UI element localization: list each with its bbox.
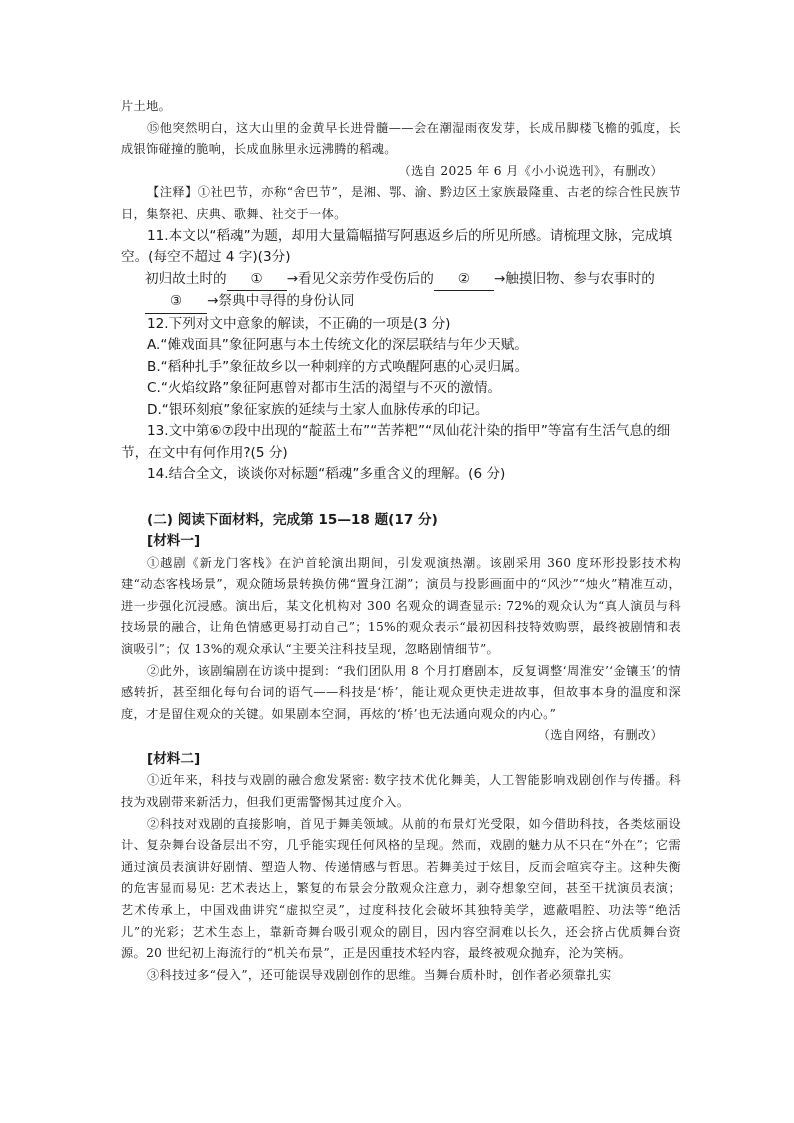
question-14: 14.结合全文，谈谈你对标题“稻魂”多重含义的理解。(6 分) xyxy=(147,466,506,483)
material-2-paragraph-2: ②科技对戏剧的直接影响，首见于舞美领域。从前的布景灯光受限，如今借助科技，各类炫丽设计、复杂舞台设备层出不穷，几乎能实现任何风格的呈现。然而，戏剧的魅力从不只在“外在”；它需通过演员表演讲好剧情、塑造人物、传递情感与哲思。若舞美过于炫目，反而会喧宾夺主。这种失衡的危害显而易见: 艺术表达上，繁复的布景会分散观众注意力，剥夺想象空间，甚至干扰演员表演；艺术传承上，中国戏曲讲究“虚拟空灵”，过度科技化会破坏其独特美学，遮蔽唱腔、功法等“绝活儿”的光彩；艺术生态上，靠新奇舞台吸引观众的剧目，因内容空洞难以长久，还会挤占优质舞台资源。20 世纪初上海流行的“机关布景”，正是因重技术轻内容，最终被观众抛弃，沦为笑柄。 xyxy=(121,816,681,961)
story-annotation: 【注释】①社巴节，亦称“舍巴节”，是湘、鄂、渝、黔边区土家族最隆重、古老的综合性民族节日，集祭祀、庆典、歌舞、社交于一体。 xyxy=(121,185,681,221)
flow-text-a: 初归故土时的 xyxy=(145,270,227,287)
flow-text-b: →看见父亲劳作受伤后的 xyxy=(286,270,434,287)
question-12-option-b: B.“稻种扎手”象征故乡以一种刺痒的方式唤醒阿惠的心灵归属。 xyxy=(147,358,529,375)
story-source: （选自 2025 年 6 月《小小说选刊》，有删改） xyxy=(398,163,663,178)
story-tail-line: 片土地。 xyxy=(121,99,172,113)
fill-blank-2[interactable]: ② xyxy=(434,269,494,292)
fill-blank-1[interactable]: ① xyxy=(227,269,287,292)
material-1-label: [材料一] xyxy=(147,533,201,550)
question-11: 11.本文以“稻魂”为题，却用大量篇幅描写阿惠返乡后的所见所感。请梳理文脉，完成填空。(每空不超过 4 字)(3分) xyxy=(121,227,673,266)
question-12-option-c: C.“火焰纹路”象征阿惠曾对都市生活的渴望与不灭的激情。 xyxy=(147,380,502,397)
question-12-option-d: D.“银环刻痕”象征家族的延续与土家人血脉传承的印记。 xyxy=(147,401,489,418)
fill-blank-3[interactable]: ③ xyxy=(145,291,207,314)
section-2-title: (二) 阅读下面材料，完成第 15—18 题(17 分) xyxy=(147,511,438,528)
material-2-paragraph-3: ③科技过多“侵入”，还可能误导戏剧创作的思维。当舞台质朴时，创作者必须靠扎实 xyxy=(147,967,612,982)
question-11-flow xyxy=(121,269,681,314)
material-1-source: （选自网络，有删改） xyxy=(537,728,663,743)
flow-text-d: →祭典中寻得的身份认同 xyxy=(207,293,355,310)
question-12: 12.下列对文中意象的解读，不正确的一项是(3 分) xyxy=(147,315,451,332)
question-12-option-a: A.“傩戏面具”象征阿惠与本土传统文化的深层联结与年少天赋。 xyxy=(147,337,528,354)
question-13: 13.文中第⑥⑦段中出现的“靛蓝土布”“苦荞粑”“凤仙花汁染的指甲”等富有生活气息的细节，在文中有何作用?(5 分) xyxy=(121,423,671,461)
material-2-paragraph-1: ①近年来，科技与戏剧的融合愈发紧密: 数字技术优化舞美，人工智能影响戏剧创作与传播。科技为戏剧带来新活力，但我们更需警惕其过度介入。 xyxy=(121,773,681,809)
flow-text-c: →触摸旧物、参与农事时的 xyxy=(493,270,655,287)
story-paragraph-15: ⑮他突然明白，这大山里的金黄早长进骨髓——会在潮湿雨夜发芽，长成吊脚楼飞檐的弧度，长成银饰碰撞的脆响，长成血脉里永远沸腾的稻魂。 xyxy=(121,120,681,157)
material-1-paragraph-1: ①越剧《新龙门客栈》在沪首轮演出期间，引发观演热潮。该剧采用 360 度环形投影技术构建“动态客栈场景”，观众随场景转换仿佛“置身江湖”；演员与投影画面中的“风沙”“烛火”精准互动，进一步强化沉浸感。演出后，某文化机构对 300 名观众的调查显示: 72%的观众认为“真人演员与科技场景的融合，让角色情感更易打动自己”；15%的观众表示“最初因科技特效购票，最终被剧情和表演吸引”；仅 13%的观众承认“主要关注科技呈现，忽略剧情细节”。 xyxy=(121,555,681,656)
material-1-paragraph-2: ②此外，该剧编剧在访谈中提到：“我们团队用 8 个月打磨剧本，反复调整‘周淮安’‘金镶玉’的情感转折，甚至细化每句台词的语气——科技是‘桥’，能让观众更快走进故事，但故事本身的温度和深度，才是留住观众的关键。如果剧本空洞，再炫的‘桥’也无法通向观众的内心。” xyxy=(121,663,681,721)
material-2-label: [材料二] xyxy=(147,750,201,767)
exam-page xyxy=(121,96,681,986)
